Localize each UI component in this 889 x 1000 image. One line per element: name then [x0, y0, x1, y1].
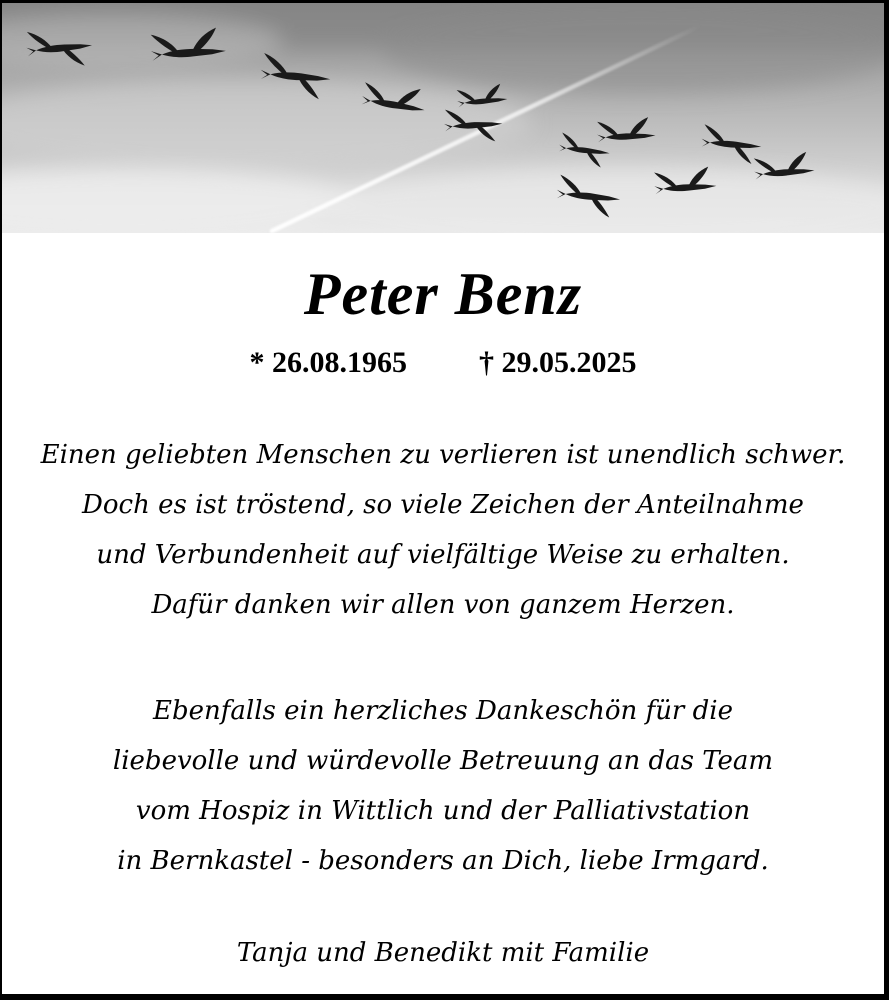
text-line: Dafür danken wir allen von ganzem Herzen. [151, 590, 735, 620]
geese-sky-illustration [2, 3, 884, 233]
notice-body [2, 263, 884, 978]
header-photo [2, 3, 884, 233]
text-line: liebevolle und würdevolle Betreuung an das Team [112, 746, 774, 776]
thanks-paragraph-1 [2, 430, 884, 630]
text-line: vom Hospiz in Wittlich und der Palliativstation [135, 796, 751, 826]
text-line: Doch es ist tröstend, so viele Zeichen der Anteilnahme [82, 490, 804, 520]
text-line: und Verbundenheit auf vielfältige Weise zu erhalten. [96, 540, 790, 570]
deceased-name: Peter Benz [303, 261, 583, 327]
signature: Tanja und Benedikt mit Familie [236, 938, 650, 968]
death-date: † 29.05.2025 [479, 346, 637, 379]
life-dates [2, 348, 884, 378]
text-line: Einen geliebten Menschen zu verlieren ist unendlich schwer. [40, 440, 846, 470]
thanks-paragraph-2 [2, 686, 884, 886]
birth-date: * 26.08.1965 [249, 346, 407, 379]
text-line: Ebenfalls ein herzliches Dankeschön für die [153, 696, 733, 726]
text-line: in Bernkastel - besonders an Dich, liebe Irmgard. [117, 846, 769, 876]
